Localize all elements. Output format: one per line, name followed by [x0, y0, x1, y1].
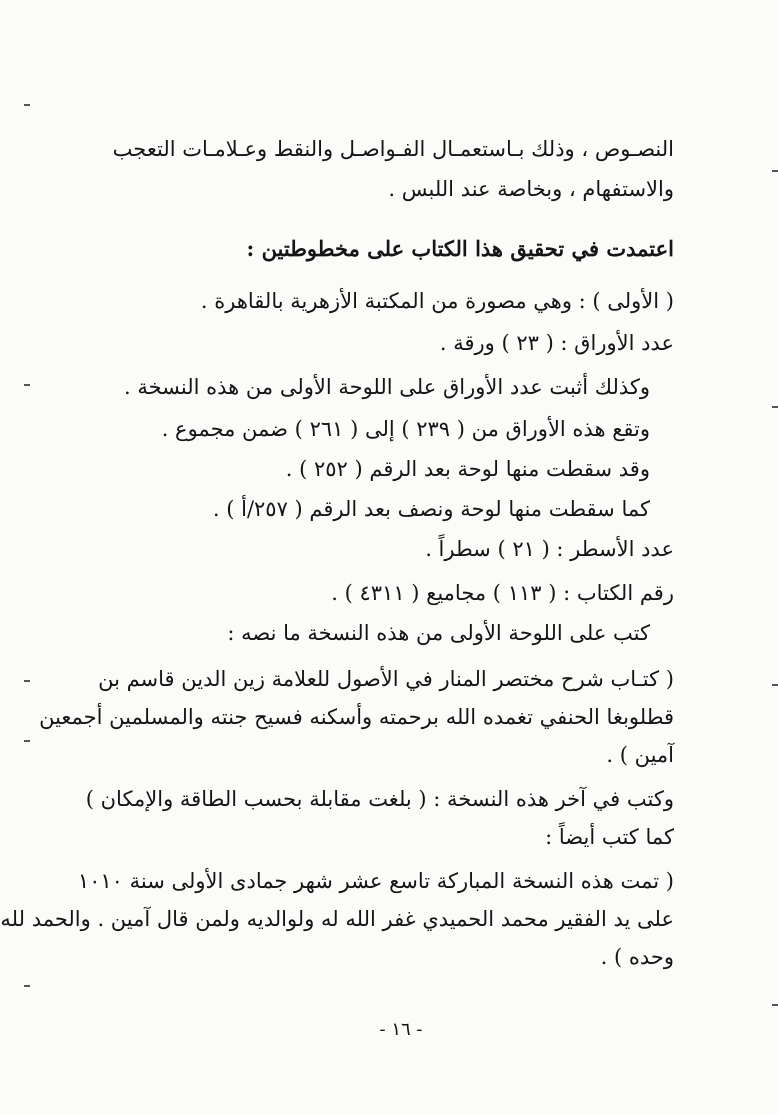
text-line-2: والاستفهام ، وبخاصة عند اللبس . — [388, 177, 674, 201]
text-line-20: وحده ) . — [600, 945, 674, 969]
text-line-7: وتقع هذه الأوراق من ( ٢٣٩ ) إلى ( ٢٦١ ) ضمن مجموع . — [161, 417, 650, 441]
text-line-12: كتب على اللوحة الأولى من هذه النسخة ما نصه : — [227, 621, 650, 645]
text-line-8: وقد سقطت منها لوحة بعد الرقم ( ٢٥٢ ) . — [285, 457, 650, 481]
text-line-4: ( الأولى ) : وهي مصورة من المكتبة الأزهرية بالقاهرة . — [200, 289, 674, 313]
text-line-10: عدد الأسطر : ( ٢١ ) سطراً . — [425, 537, 674, 561]
text-line-17: كما كتب أيضاً : — [545, 825, 674, 849]
text-line-9: كما سقطت منها لوحة ونصف بعد الرقم ( ٢٥٧/أ ) . — [212, 497, 650, 521]
margin-mark — [772, 684, 778, 686]
text-line-16: وكتب في آخر هذه النسخة : ( بلغت مقابلة بحسب الطاقة والإمكان ) — [85, 787, 674, 811]
margin-mark — [24, 740, 30, 742]
text-line-13: ( كتـاب شرح مختصر المنار في الأصول للعلامة زين الدين قاسم بن — [98, 667, 674, 691]
text-line-5: عدد الأوراق : ( ٢٣ ) ورقة . — [439, 331, 674, 355]
text-line-14: قطلوبغا الحنفي تغمده الله برحمته وأسكنه فسيح جنته والمسلمين أجمعين — [39, 705, 674, 729]
margin-mark — [772, 170, 778, 172]
margin-mark — [772, 406, 778, 408]
text-line-6: وكذلك أثبت عدد الأوراق على اللوحة الأولى من هذه النسخة . — [123, 375, 650, 399]
margin-mark — [772, 1004, 778, 1006]
text-line-18: ( تمت هذه النسخة المباركة تاسع عشر شهر جمادى الأولى سنة ١٠١٠ — [77, 869, 674, 893]
text-line-19: على يد الفقير محمد الحميدي غفر الله له ولوالديه ولمن قال آمين . والحمد لله — [0, 907, 674, 931]
text-line-15: آمين ) . — [606, 743, 674, 767]
text-line-1: النصـوص ، وذلك بـاستعمـال الفـواصـل والنقط وعـلامـات التعجب — [112, 137, 674, 161]
margin-mark — [24, 985, 30, 987]
page-number: - ١٦ - — [379, 1019, 423, 1040]
margin-mark — [24, 680, 30, 682]
text-line-11: رقم الكتاب : ( ١١٣ ) مجاميع ( ٤٣١١ ) . — [331, 581, 674, 605]
margin-mark — [24, 384, 30, 386]
margin-mark — [24, 104, 30, 106]
section-heading: اعتمدت في تحقيق هذا الكتاب على مخطوطتين : — [246, 236, 674, 261]
